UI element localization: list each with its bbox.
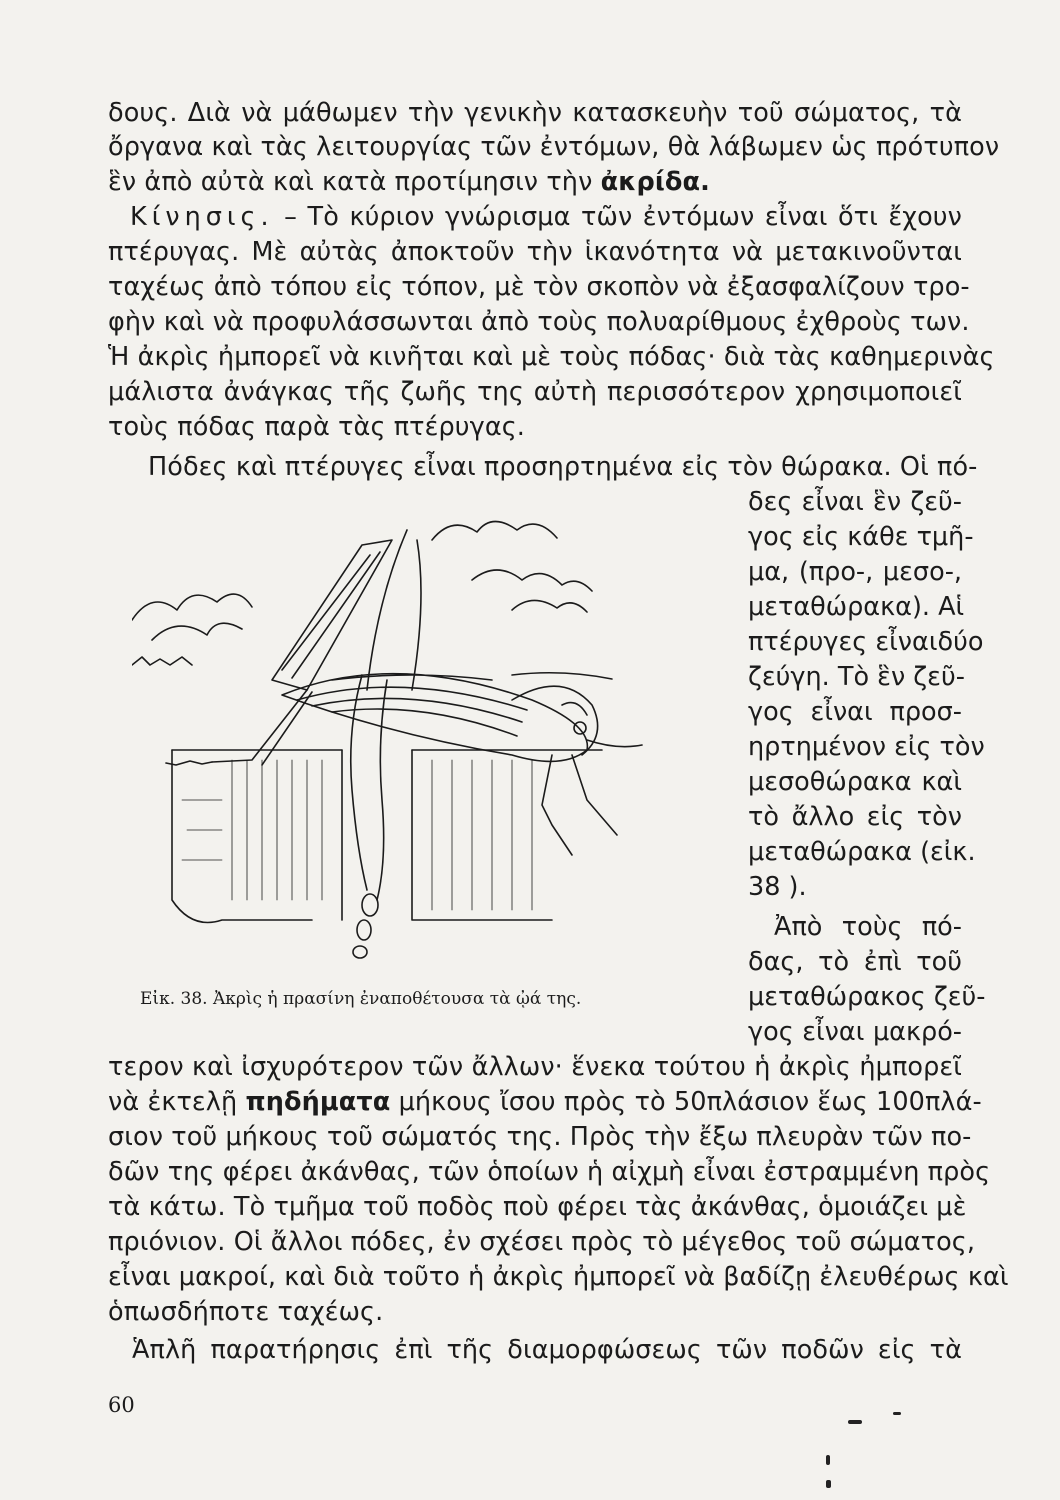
scan-speck [893,1412,901,1415]
body-line: Πόδες καὶ πτέρυγες εἶναι προσηρτημένα εἰς τὸν θώρακα. Οἱ πό- [148,452,978,482]
section-heading-kinisis: Κίνησις. [130,202,274,232]
column-line: γος εἶναι προσ- [748,697,962,727]
bold-term-akrida: ἀκρίδα. [600,167,710,197]
body-line: δους. Διὰ νὰ μάθωμεν τὴν γενικὴν κατασκευὴν τοῦ σώματος, τὰ [108,98,962,128]
body-line [108,1085,982,1119]
body-line [108,165,962,199]
body-text: νὰ ἐκτελῇ [108,1087,238,1117]
body-line: δῶν της φέρει ἀκάνθας, τῶν ὁποίων ἡ αἰχμὴ εἶναι ἐστραμμένη πρὸς [108,1157,991,1187]
bold-term-pidimata: πηδήματα [245,1087,391,1117]
column-line: μεταθώρακα). Αἱ [748,592,965,622]
body-text: ἓν ἀπὸ αὐτὰ καὶ κατὰ προτίμησιν τὴν [108,167,593,197]
figure-caption: Εἰκ. 38. Ἀκρὶς ἡ πρασίνη ἐναποθέτουσα τὰ ᾠά της. [140,989,582,1009]
scan-speck [848,1420,862,1424]
column-line: γος εἰς κάθε τμῆ- [748,522,974,552]
column-line: μα, (προ-, μεσο-, [748,557,962,587]
column-line: 38 ). [748,872,807,902]
column-line: μεσοθώρακα καὶ [748,767,962,797]
column-line: ζεύγη. Τὸ ἓν ζεῦ- [748,662,965,692]
body-line: Ἁπλῆ παρατήρησις ἐπὶ τῆς διαμορφώσεως τῶν ποδῶν εἰς τὰ [132,1335,962,1365]
body-line: τὰ κάτω. Τὸ τμῆμα τοῦ ποδὸς ποὺ φέρει τὰς ἀκάνθας, ὁμοιάζει μὲ [108,1192,967,1222]
scan-speck [826,1480,831,1488]
body-text: μήκους ἴσου πρὸς τὸ 50πλάσιον ἕως 100πλά- [398,1087,982,1117]
column-line: πτέρυγες εἶναιδύο [748,627,984,657]
column-line: δας, τὸ ἐπὶ τοῦ [748,947,962,977]
column-line: γος εἶναι μακρό- [748,1017,962,1047]
column-line: τὸ ἄλλο εἰς τὸν [748,802,962,832]
grasshopper-illustration [132,500,652,970]
body-line: φὴν καὶ νὰ προφυλάσσωνται ἀπὸ τοὺς πολυαρίθμους ἐχθροὺς των. [108,307,970,337]
body-line: Ἡ ἀκρὶς ἠμπορεῖ νὰ κινῆται καὶ μὲ τοὺς πόδας· διὰ τὰς καθημερινὰς [108,342,995,372]
scan-speck [826,1455,830,1465]
body-line: πτέρυγας. Μὲ αὐτὰς ἀποκτοῦν τὴν ἱκανότητα νὰ μετακινοῦνται [108,237,962,267]
column-line: μεταθώρακα (εἰκ. [748,837,976,867]
body-line: εἶναι μακροί, καὶ διὰ τοῦτο ἡ ἀκρὶς ἠμπορεῖ νὰ βαδίζῃ ἐλευθέρως καὶ [108,1262,1009,1292]
page-number: 60 [108,1393,135,1417]
body-line: μάλιστα ἀνάγκας τῆς ζωῆς της αὐτὴ περισσότερον χρησιμοποιεῖ [108,377,962,407]
body-line: σιον τοῦ μήκους τοῦ σώματός της. Πρὸς τὴν ἔξω πλευρὰν τῶν πο- [108,1122,972,1152]
body-line: ὄργανα καὶ τὰς λειτουργίας τῶν ἐντόμων, θὰ λάβωμεν ὡς πρότυπον [108,132,1000,162]
body-line [130,200,962,234]
column-line: δες εἶναι ἓν ζεῦ- [748,487,962,517]
body-line: ταχέως ἀπὸ τόπου εἰς τόπον, μὲ τὸν σκοπὸν νὰ ἐξασφαλίζουν τρο- [108,272,970,302]
body-line: τερον καὶ ἰσχυρότερον τῶν ἄλλων· ἕνεκα τούτου ἡ ἀκρὶς ἠμπορεῖ [108,1052,962,1082]
body-text: – Τὸ κύριον γνώρισμα τῶν ἐντόμων εἶναι ὅτι ἔχουν [284,202,962,232]
column-line: Ἀπὸ τοὺς πό- [774,912,962,942]
body-line: ὁπωσδήποτε ταχέως. [108,1297,384,1327]
body-line: τοὺς πόδας παρὰ τὰς πτέρυγας. [108,412,526,442]
body-line: πριόνιον. Οἱ ἄλλοι πόδες, ἐν σχέσει πρὸς τὸ μέγεθος τοῦ σώματος, [108,1227,976,1257]
column-line: ηρτημένον εἰς τὸν [748,732,985,762]
column-line: μεταθώρακος ζεῦ- [748,982,986,1012]
